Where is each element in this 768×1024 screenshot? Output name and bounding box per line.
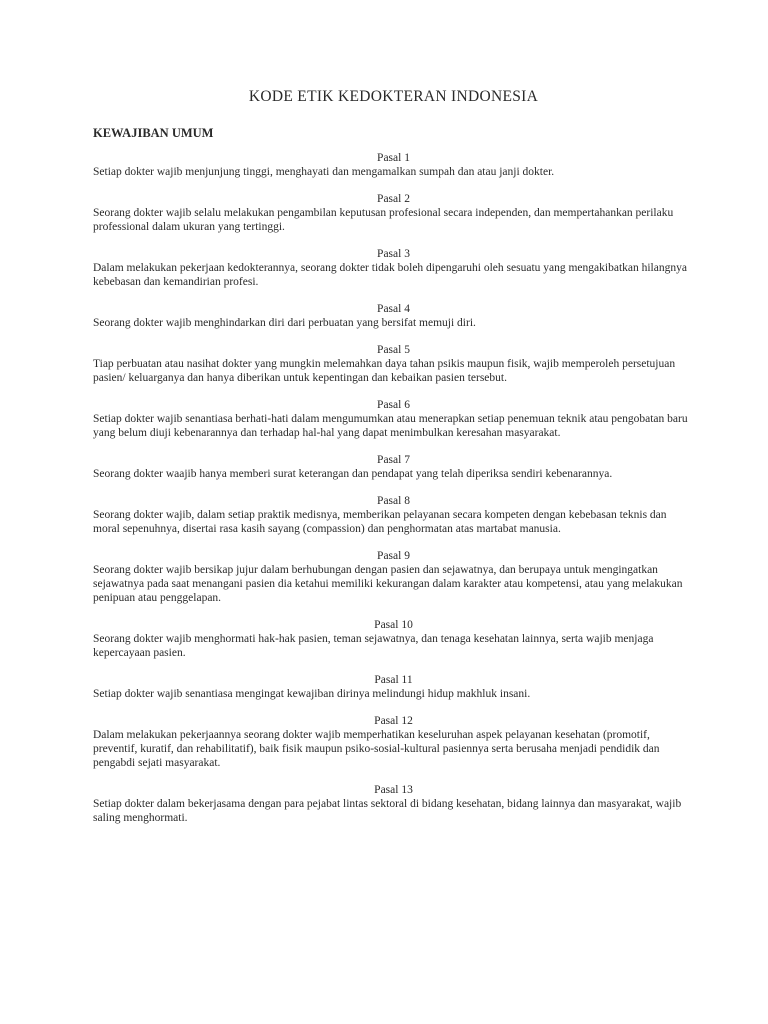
article-text: Tiap perbuatan atau nasihat dokter yang mungkin melemahkan daya tahan psikis maupun fisik, wajib memperoleh persetujuan pasien/ keluarganya dan hanya diberikan untuk kepentingan dan kebaikan pasien tersebut. xyxy=(93,358,676,384)
article-title: Pasal 5 xyxy=(377,344,410,356)
article-text: Seorang dokter wajib selalu melakukan pengambilan keputusan profesional secara independen, dan mempertahankan perilaku professional dalam ukuran yang tertinggi. xyxy=(93,207,674,233)
article-title: Pasal 2 xyxy=(377,193,410,205)
article-list xyxy=(93,151,688,825)
article-pasal-1 xyxy=(93,151,688,179)
article-text: Dalam melakukan pekerjaan kedokterannya, seorang dokter tidak boleh dipengaruhi oleh sesuatu yang mengakibatkan hilangnya kebebasan dan kemandirian profesi. xyxy=(93,262,687,288)
article-text: Seorang dokter wajib menghindarkan diri dari perbuatan yang bersifat memuji diri. xyxy=(93,317,476,329)
article-text: Dalam melakukan pekerjaannya seorang dokter wajib memperhatikan keseluruhan aspek pelayanan kesehatan (promotif, preventif, kuratif, dan rehabilitatif), baik fisik maupun psiko-sosial-kultural pasiennya serta berusaha menjadi pendidik dan pengabdi sejati masyarakat. xyxy=(93,729,660,769)
article-title: Pasal 12 xyxy=(374,715,413,727)
article-text: Seorang dokter waajib hanya memberi surat keterangan dan pendapat yang telah diperiksa sendiri kebenarannya. xyxy=(93,468,613,480)
article-title: Pasal 1 xyxy=(377,152,410,164)
article-title: Pasal 9 xyxy=(377,550,410,562)
article-text: Seorang dokter wajib bersikap jujur dalam berhubungan dengan pasien dan sejawatnya, dan berupaya untuk mengingatkan sejawatnya pada saat menangani pasien dia ketahui memiliki kekurangan dalam karakter atau kompetensi, atau yang melakukan penipuan atau penggelapan. xyxy=(93,564,683,604)
article-pasal-8 xyxy=(93,494,688,536)
section-heading: KEWAJIBAN UMUM xyxy=(93,126,214,140)
article-text: Setiap dokter wajib senantiasa mengingat kewajiban dirinya melindungi hidup makhluk insani. xyxy=(93,688,531,700)
article-pasal-9 xyxy=(93,549,688,605)
article-text: Setiap dokter dalam bekerjasama dengan para pejabat lintas sektoral di bidang kesehatan, bidang lainnya dan masyarakat, wajib saling menghormati. xyxy=(93,798,682,824)
article-pasal-12 xyxy=(93,714,688,770)
article-pasal-7 xyxy=(93,453,688,481)
article-pasal-10 xyxy=(93,618,688,660)
article-text: Seorang dokter wajib menghormati hak-hak pasien, teman sejawatnya, dan tenaga kesehatan lainnya, serta wajib menjaga kepercayaan pasien. xyxy=(93,633,654,659)
article-pasal-5 xyxy=(93,343,688,385)
document-title: KODE ETIK KEDOKTERAN INDONESIA xyxy=(248,88,539,105)
article-pasal-6 xyxy=(93,398,688,440)
article-pasal-2 xyxy=(93,192,688,234)
article-title: Pasal 7 xyxy=(377,454,410,466)
article-title: Pasal 13 xyxy=(374,784,413,796)
article-pasal-3 xyxy=(93,247,688,289)
article-pasal-4 xyxy=(93,302,688,330)
article-pasal-11 xyxy=(93,673,688,701)
article-title: Pasal 8 xyxy=(377,495,410,507)
article-title: Pasal 10 xyxy=(374,619,413,631)
article-text: Setiap dokter wajib senantiasa berhati-hati dalam mengumumkan atau menerapkan setiap penemuan teknik atau pengobatan baru yang belum diuji kebenarannya dan terhadap hal-hal yang dapat menimbulkan keresahan masyarakat. xyxy=(93,413,688,439)
article-title: Pasal 4 xyxy=(377,303,410,315)
article-title: Pasal 6 xyxy=(377,399,410,411)
article-pasal-13 xyxy=(93,783,688,825)
article-text: Setiap dokter wajib menjunjung tinggi, menghayati dan mengamalkan sumpah dan atau janji dokter. xyxy=(93,166,555,178)
article-title: Pasal 11 xyxy=(374,674,413,686)
article-title: Pasal 3 xyxy=(377,248,410,260)
article-text: Seorang dokter wajib, dalam setiap praktik medisnya, memberikan pelayanan secara kompeten dengan kebebasan teknis dan moral sepenuhnya, disertai rasa kasih sayang (compassion) dan penghormatan atas martabat manusia. xyxy=(93,509,667,535)
